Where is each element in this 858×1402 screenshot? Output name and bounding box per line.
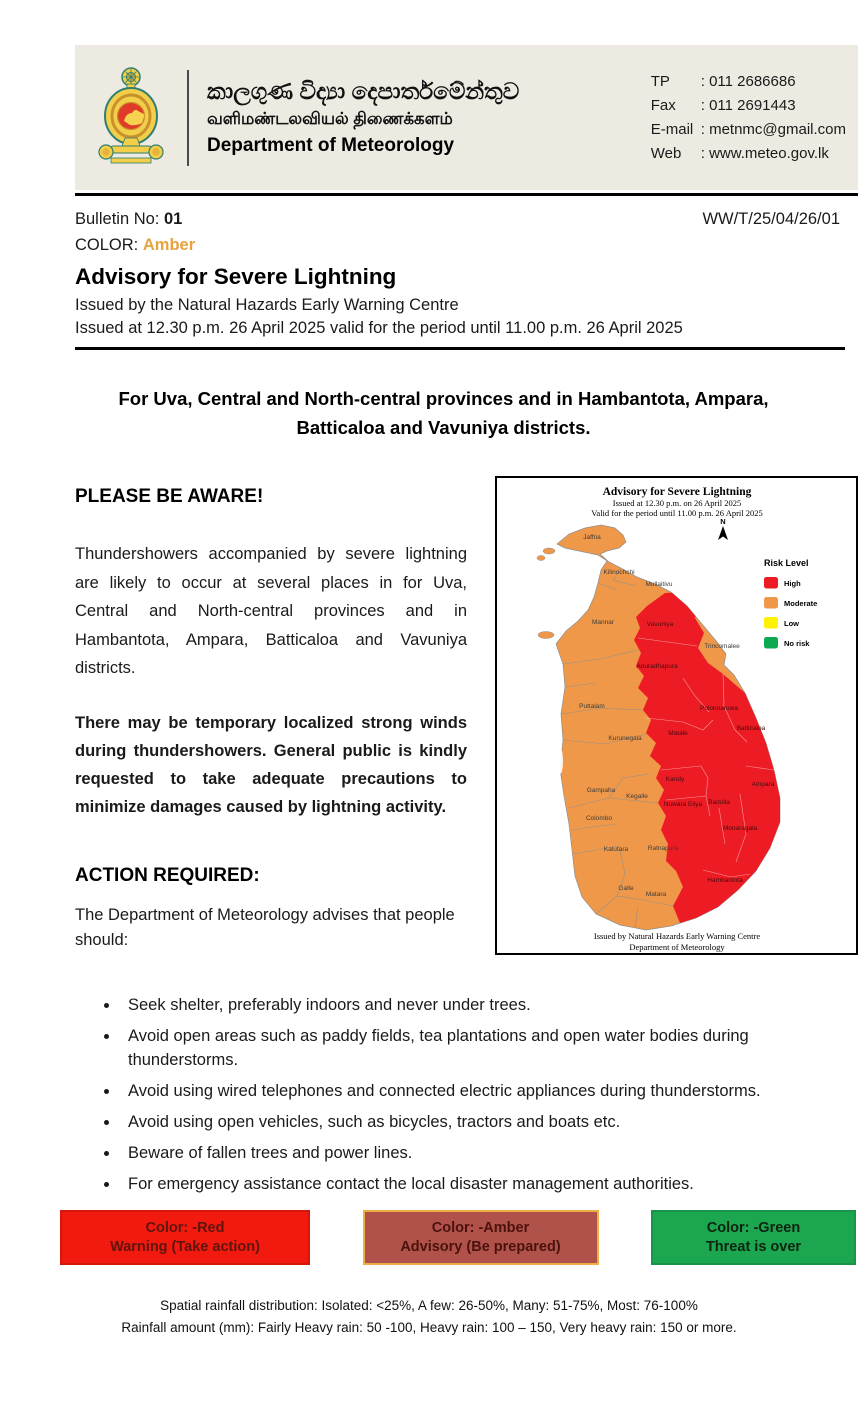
contact-row — [651, 94, 846, 118]
please-be-aware-heading: PLEASE BE AWARE! — [75, 486, 264, 507]
action-required-heading: ACTION REQUIRED: — [75, 864, 260, 886]
status-box — [363, 1210, 599, 1265]
bulletin-meta — [75, 208, 840, 340]
status-box-line1: Color: -Green — [706, 1219, 801, 1236]
contact-info — [651, 70, 846, 166]
contact-value: : www.meteo.gov.lk — [700, 144, 829, 162]
action-intro: The Department of Meteorology advises that people should: — [75, 905, 455, 949]
district-label-colombo: Colombo — [585, 815, 613, 822]
bullet-item: • Avoid using wired telephones and connected electric appliances during thunderstorms. — [120, 1079, 858, 1103]
contact-label: Fax — [650, 96, 676, 114]
contact-label: TP — [650, 72, 670, 90]
contact-row — [651, 70, 846, 94]
contact-value: : 011 2686686 — [700, 72, 796, 90]
bulletin-reference: WW/T/25/04/26/01 — [702, 210, 840, 228]
legend-swatch-low — [764, 617, 778, 629]
bulletin-number-row — [75, 208, 840, 230]
status-box-line1: Color: -Red — [145, 1219, 225, 1236]
district-label-hambantota: Hambantota — [707, 877, 743, 884]
status-box — [60, 1210, 310, 1265]
status-box-line2: Advisory (Be prepared) — [400, 1238, 561, 1255]
bulletin-rule — [75, 347, 845, 350]
district-label-ratnapura: Ratnapura — [647, 845, 679, 852]
district-label-kalutara: Kalutara — [603, 846, 629, 853]
district-label-batticaloa: Batticaloa — [736, 725, 766, 732]
risk-legend — [764, 558, 817, 649]
district-label-vavuniya: Vavuniya — [646, 621, 674, 628]
map-subtitle-2: Valid for the period until 11.00 p.m. 26 April 2025 — [591, 508, 763, 518]
district-label-galle: Galle — [618, 885, 634, 892]
contact-value: : 011 2691443 — [700, 96, 796, 114]
district-label-monaragala: Monaragala — [722, 825, 758, 832]
department-titles — [207, 76, 519, 159]
map-subtitle-1: Issued at 12.30 p.m. on 26 April 2025 — [612, 498, 742, 508]
bullet-item: • Avoid using open vehicles, such as bicycles, tractors and boats etc. — [120, 1110, 858, 1134]
district-label-trincomalee: Trincomalee — [704, 643, 740, 650]
bullet-item: • Avoid open areas such as paddy fields, tea plantations and open water bodies during thunderstorms. — [120, 1024, 858, 1072]
header — [75, 45, 858, 190]
map-title: Advisory for Severe Lightning — [602, 486, 752, 498]
action-bullet-list — [100, 993, 858, 1196]
legend-swatch-moderate — [764, 597, 778, 609]
sri-lanka-emblem-icon — [94, 64, 168, 172]
department-title-english: Department of Meteorology — [207, 135, 455, 156]
map-footer-line2: Department of Meteorology — [629, 942, 725, 952]
district-label-puttalam: Puttalam — [579, 703, 605, 710]
department-logo — [75, 64, 187, 172]
department-title-tamil: வளிமண்டலவியல் திணைக்களம் — [207, 110, 453, 128]
header-rule — [75, 193, 858, 196]
north-arrow-icon — [718, 526, 728, 540]
header-divider — [187, 70, 189, 166]
affected-area-statement: For Uva, Central and North-central provinces and in Hambantota, Ampara, Batticaloa and Vavuniya districts. — [118, 388, 769, 438]
rainfall-footnote — [0, 1295, 858, 1339]
district-label-kurunegala: Kurunegala — [608, 735, 642, 742]
bullet-item: • Seek shelter, preferably indoors and never under trees. — [120, 993, 858, 1017]
district-label-nuwara-eliya: Nuwara Eliya — [663, 801, 703, 808]
contact-label: E-mail — [650, 120, 694, 138]
issued-at-line: Issued at 12.30 p.m. 26 April 2025 valid for the period until 11.00 p.m. 26 April 2025 — [75, 319, 683, 337]
sri-lanka-risk-map — [497, 478, 856, 953]
contact-row — [651, 142, 846, 166]
bulletin-title: Advisory for Severe Lightning — [75, 264, 397, 289]
legend-swatch-high — [764, 577, 778, 589]
bulletin-color-row: COLOR: Amber — [75, 236, 196, 254]
issued-by-line: Issued by the Natural Hazards Early Warning Centre — [75, 296, 459, 314]
district-label-kilinochchi: Kilinochchi — [603, 569, 635, 576]
district-label-matara: Matara — [645, 891, 667, 898]
contact-row — [651, 118, 846, 142]
map-footer-line1: Issued by Natural Hazards Early Warning Centre — [593, 931, 761, 941]
advisory-text-column — [75, 476, 481, 955]
district-label-kandy: Kandy — [665, 776, 685, 783]
legend-label: No risk — [784, 639, 810, 648]
contact-label: Web — [650, 144, 682, 162]
district-label-matale: Matale — [668, 730, 688, 737]
main-content — [75, 476, 858, 955]
district-label-mannar: Mannar — [591, 619, 615, 626]
north-label: N — [720, 517, 726, 526]
footnote-line2: Rainfall amount (mm): Fairly Heavy rain: 50 -100, Heavy rain: 100 – 150, Very heavy rain: 150 or more. — [121, 1320, 737, 1335]
footnote-line1: Spatial rainfall distribution: Isolated: <25%, A few: 26-50%, Many: 51-75%, Most: 76-100% — [160, 1298, 698, 1313]
legend-swatch-no-risk — [764, 637, 778, 649]
bullet-item: • Beware of fallen trees and power lines. — [120, 1141, 858, 1165]
status-box-line2: Threat is over — [705, 1238, 802, 1255]
district-label-mullaitivu: Mullaitivu — [645, 581, 673, 588]
district-label-jaffna: Jaffna — [583, 534, 601, 541]
aware-paragraph: Thundershowers accompanied by severe lightning are likely to occur at several places in for Uva, Central and North-central provinces and in Hambantota, Ampara, Batticaloa and Vavuniya districts. — [75, 545, 467, 677]
bulletin-color-value: Amber — [142, 236, 196, 254]
status-box-line2: Warning (Take action) — [110, 1238, 260, 1255]
legend-title: Risk Level — [764, 558, 809, 568]
island-shape — [537, 525, 780, 930]
department-title-sinhala: කාලගුණ විද්‍යා දෙපාර්තමේන්තුව — [207, 78, 520, 104]
legend-label: Low — [784, 619, 799, 628]
district-label-ampara: Ampara — [751, 781, 775, 788]
color-status-boxes — [60, 1210, 856, 1265]
warning-paragraph: There may be temporary localized strong winds during thundershowers. General public is kindly requested to take adequate precautions to minimize damages caused by lightning activity. — [75, 713, 467, 816]
advisory-document — [0, 45, 858, 1402]
bullet-item: • For emergency assistance contact the local disaster management authorities. — [120, 1172, 858, 1196]
risk-map-panel — [495, 476, 858, 955]
district-label-kegalle: Kegalle — [626, 793, 648, 800]
status-box — [651, 1210, 856, 1265]
district-label-badulla: Badulla — [708, 799, 730, 806]
district-label-gampaha: Gampaha — [586, 787, 616, 794]
district-label-polonnaruwa: Polonnaruwa — [700, 705, 738, 712]
contact-value: : metnmc@gmail.com — [700, 120, 846, 138]
bulletin-number: Bulletin No: 01 — [75, 210, 183, 228]
district-label-anuradhapura: Anuradhapura — [636, 663, 678, 670]
legend-label: High — [784, 579, 801, 588]
legend-label: Moderate — [784, 599, 818, 608]
status-box-line1: Color: -Amber — [431, 1219, 530, 1236]
